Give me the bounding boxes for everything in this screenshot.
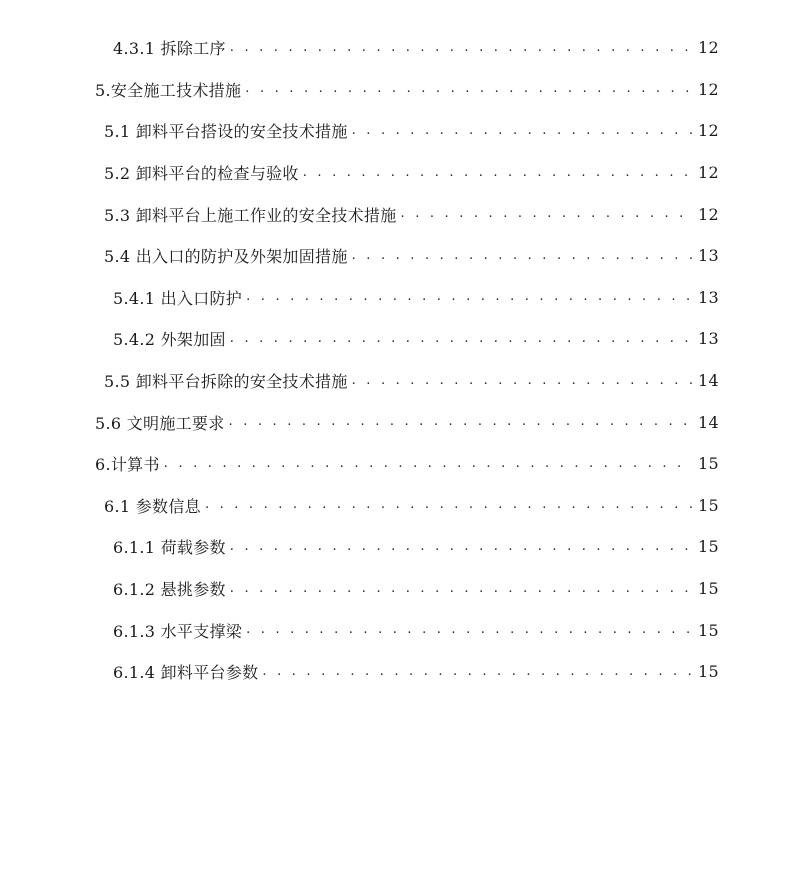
toc-dot-leader	[352, 123, 693, 139]
toc-entry-title: 5.4.2 外架加固	[113, 330, 226, 350]
toc-dot-leader	[230, 40, 693, 56]
toc-dot-leader	[246, 622, 693, 638]
toc-entry-title: 6.1.1 荷载参数	[113, 538, 226, 558]
toc-page-number: 15	[698, 579, 719, 599]
toc-entry-5-4-2[interactable]	[0, 318, 792, 360]
toc-entry-5-6[interactable]	[0, 401, 792, 443]
toc-dot-leader	[230, 331, 693, 347]
toc-page-number: 14	[698, 371, 719, 391]
toc-entry-title: 6.1 参数信息	[104, 496, 201, 516]
toc-page-number: 12	[698, 204, 719, 224]
toc-page-number: 15	[698, 454, 719, 474]
toc-dot-leader	[205, 497, 693, 513]
toc-entry-title: 5.1 卸料平台搭设的安全技术措施	[104, 122, 348, 142]
toc-entry-title: 5.4 出入口的防护及外架加固措施	[104, 247, 348, 267]
toc-entry-title: 5.安全施工技术措施	[95, 80, 242, 100]
toc-entry-title: 6.1.3 水平支撑梁	[113, 621, 243, 641]
toc-entry-5[interactable]	[0, 69, 792, 111]
toc-dot-leader	[352, 248, 693, 264]
toc-page-number: 12	[698, 121, 719, 141]
toc-entry-title: 4.3.1 拆除工序	[113, 39, 226, 59]
toc-entry-title: 5.5 卸料平台拆除的安全技术措施	[104, 372, 348, 392]
toc-dot-leader	[401, 206, 693, 222]
toc-entry-4-3-1[interactable]	[0, 27, 792, 69]
toc-page-number: 13	[698, 329, 719, 349]
toc-page-number: 15	[698, 495, 719, 515]
toc-entry-5-5[interactable]	[0, 360, 792, 402]
toc-dot-leader	[230, 581, 693, 597]
toc-page-number: 15	[698, 620, 719, 640]
toc-dot-leader	[262, 664, 693, 680]
toc-page-number: 13	[698, 246, 719, 266]
toc-entry-6[interactable]	[0, 443, 792, 485]
toc-entry-6-1-4[interactable]	[0, 651, 792, 693]
toc-entry-5-4-1[interactable]	[0, 277, 792, 319]
table-of-contents	[0, 27, 792, 693]
toc-dot-leader	[303, 165, 693, 181]
toc-dot-leader	[352, 373, 693, 389]
toc-entry-5-3[interactable]	[0, 193, 792, 235]
toc-entry-6-1-3[interactable]	[0, 609, 792, 651]
toc-dot-leader	[230, 539, 693, 555]
toc-dot-leader	[246, 289, 693, 305]
toc-entry-5-4[interactable]	[0, 235, 792, 277]
toc-entry-title: 6.1.4 卸料平台参数	[113, 663, 259, 683]
toc-entry-title: 5.3 卸料平台上施工作业的安全技术措施	[104, 205, 397, 225]
toc-dot-leader	[229, 414, 693, 430]
toc-page-number: 15	[698, 537, 719, 557]
toc-page-number: 12	[698, 79, 719, 99]
toc-page-number: 14	[698, 412, 719, 432]
toc-entry-5-1[interactable]	[0, 110, 792, 152]
toc-entry-title: 5.6 文明施工要求	[95, 413, 225, 433]
toc-entry-6-1-1[interactable]	[0, 526, 792, 568]
toc-dot-leader	[245, 81, 693, 97]
toc-page-number: 15	[698, 662, 719, 682]
toc-entry-title: 6.计算书	[95, 455, 160, 475]
toc-entry-title: 5.2 卸料平台的检查与验收	[104, 164, 299, 184]
toc-page-number: 12	[698, 163, 719, 183]
toc-entry-6-1-2[interactable]	[0, 568, 792, 610]
toc-entry-6-1[interactable]	[0, 485, 792, 527]
toc-entry-5-2[interactable]	[0, 152, 792, 194]
toc-entry-title: 6.1.2 悬挑参数	[113, 580, 226, 600]
toc-page-number: 13	[698, 287, 719, 307]
toc-dot-leader	[164, 456, 693, 472]
toc-entry-title: 5.4.1 出入口防护	[113, 288, 243, 308]
toc-page-number: 12	[698, 38, 719, 58]
